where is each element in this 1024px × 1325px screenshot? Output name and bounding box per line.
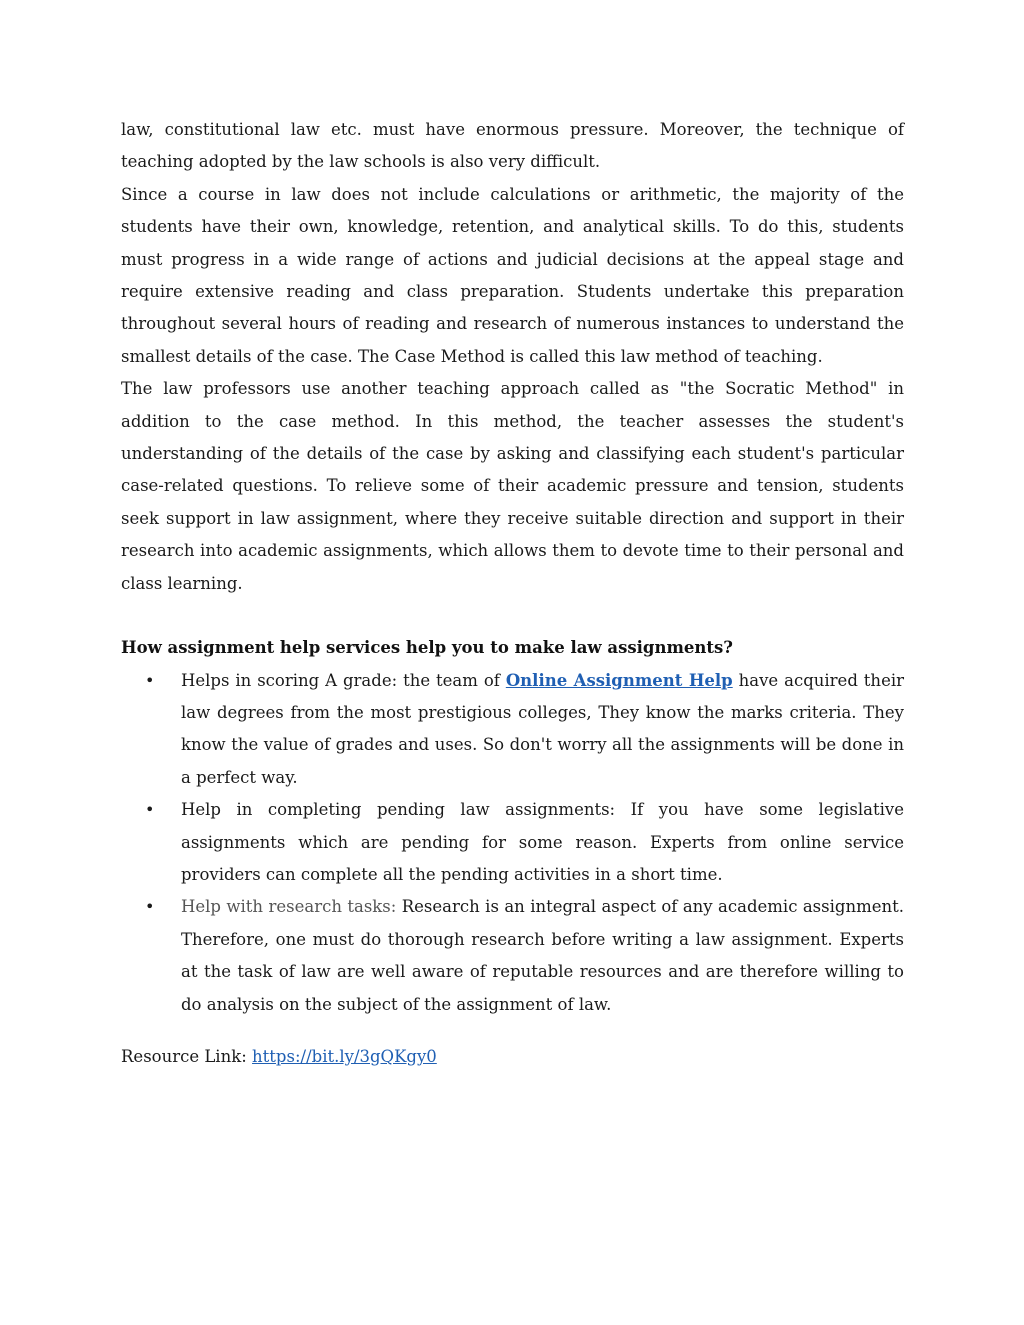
bullet-icon: • xyxy=(145,670,155,690)
bullet-icon: • xyxy=(145,800,155,820)
list-item-text-before: Helps in scoring A grade: the team of xyxy=(181,670,506,690)
resource-line xyxy=(121,1041,904,1073)
list-item xyxy=(121,794,904,891)
list-item-text: Help in completing pending law assignments: If you have some legislative assignments which are pending for some reason. Experts from online service providers can complete all the pending activities in a short time. xyxy=(181,800,904,884)
list-item xyxy=(121,891,904,1021)
section-spacer xyxy=(121,600,904,632)
list-item-lead: Help with research tasks: xyxy=(181,897,397,917)
list-item-text: Research is an integral aspect of any academic assignment. Therefore, one must do thorough research before writing a law assignment. Experts at the task of law are well aware of reputable resources and are therefore willing to do analysis on the subject of the assignment of law. xyxy=(181,897,904,1014)
online-assignment-help-link[interactable]: Online Assignment Help xyxy=(505,670,733,690)
paragraph-socratic-method: The law professors use another teaching approach called as "the Socratic Method" in addition to the case method. In this method, the teacher assesses the student's understanding of the details of the case by asking and classifying each student's particular case-related questions. To relieve some of their academic pressure and tension, students seek support in law assignment, where they receive suitable direction and support in their research into academic assignments, which allows them to devote time to their personal and class learning. xyxy=(121,379,904,593)
list-item-text-after: have acquired their law degrees from the most prestigious colleges, They know the marks criteria. They know the value of grades and uses. So don't worry all the assignments will be done in a perfect way. xyxy=(181,670,904,787)
section-heading: How assignment help services help you to make law assignments? xyxy=(121,638,733,658)
resource-link[interactable]: https://bit.ly/3gQKgy0 xyxy=(252,1046,437,1066)
resource-label: Resource Link: xyxy=(121,1046,253,1066)
document-page xyxy=(121,114,904,1073)
benefits-list xyxy=(121,665,904,1021)
bullet-icon: • xyxy=(145,897,155,917)
paragraph-case-method: Since a course in law does not include calculations or arithmetic, the majority of the students have their own, knowledge, retention, and analytical skills. To do this, students must progress in a wide range of actions and judicial decisions at the appeal stage and require extensive reading and class preparation. Students undertake this preparation throughout several hours of reading and research of numerous instances to understand the smallest details of the case. The Case Method is called this law method of teaching. xyxy=(121,184,904,366)
list-item xyxy=(121,665,904,795)
paragraph-intro: law, constitutional law etc. must have enormous pressure. Moreover, the technique of teaching adopted by the law schools is also very difficult. xyxy=(121,120,904,172)
